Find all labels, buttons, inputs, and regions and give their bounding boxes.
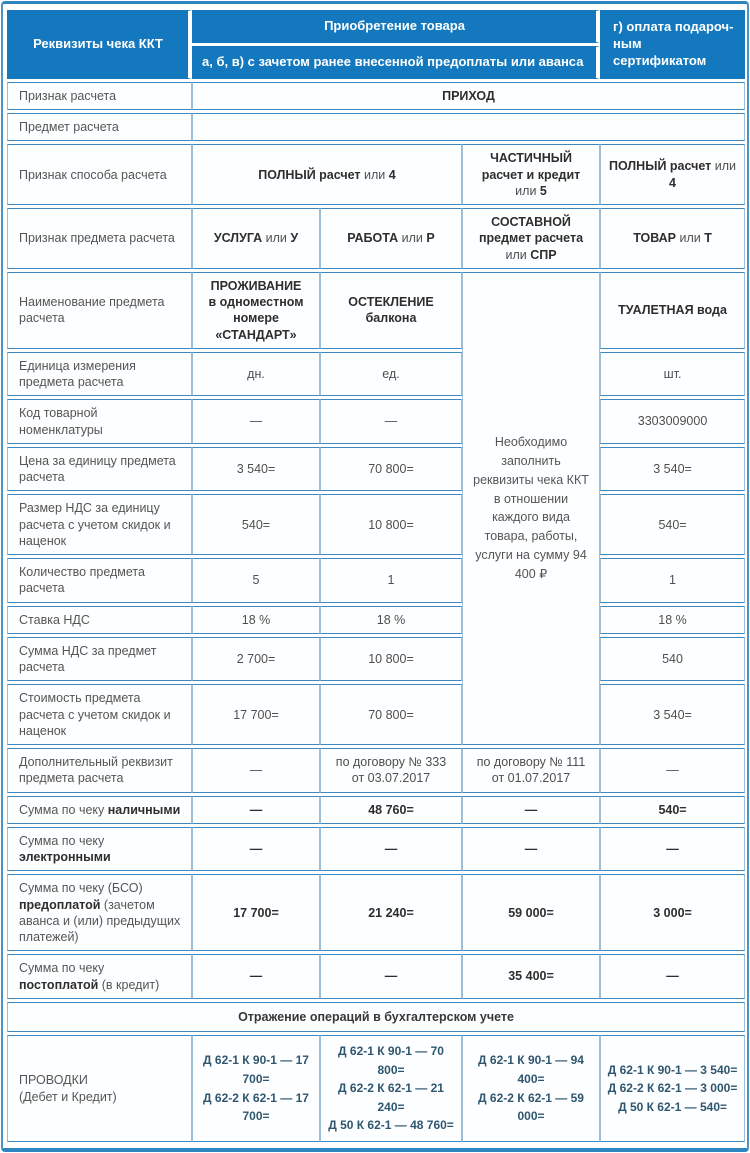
table-cell: дн. [192,352,320,397]
kkt-table-body [7,10,745,1142]
row-stavka-nds [7,606,745,634]
row-label: Код товарной номенклатуры [7,399,192,444]
row-naimenovanie [7,272,745,349]
text-segment: Сумма по чеку [19,833,105,848]
row-predmet-rascheta [7,113,745,141]
table-cell: ПРОЖИВАНИЕ в одноместном номере «СТАНДАРТ» [192,272,320,349]
table-cell: ТУАЛЕТНАЯ вода [600,272,745,349]
table-cell: 17 700= [192,684,320,745]
table-cell: 3 540= [192,447,320,492]
row-label: Цена за единицу предмета расчета [7,447,192,492]
row-label: Ставка НДС [7,606,192,634]
text-segment: Т [704,231,712,246]
row-summa-elektronnymi [7,827,745,872]
header-gift-certificate: г) оплата подароч- ным сертификатом [600,10,745,79]
table-cell: 540= [192,494,320,555]
kkt-receipt-table [7,7,745,1145]
table-cell: Д 62-1 К 90-1 — 3 540= Д 62-2 К 62-1 — 3 000= Д 50 К 62-1 — 540= [600,1035,745,1142]
table-cell: — [320,399,462,444]
row-label [7,796,192,824]
text-segment: или [711,159,737,174]
text-segment: У [290,231,299,246]
text-segment: 4 [669,175,676,190]
row-label: Признак расчета [7,82,192,110]
header-requisites: Реквизиты чека ККТ [7,10,192,79]
table-cell: по договору № 333 от 03.07.2017 [320,748,462,793]
row-label: Количество предмета расчета [7,558,192,603]
row-label: Стоимость предмета расчета с учетом скидок и наценок [7,684,192,745]
table-cell: 17 700= [192,874,320,951]
row-label: Единица измерения предмета расчета [7,352,192,397]
table-cell: — [600,748,745,793]
row-priznak-predmeta [7,208,745,269]
table-cell: — [320,954,462,999]
table-cell: 18 % [192,606,320,634]
table-cell: — [600,827,745,872]
text-segment: или [505,247,531,262]
table-cell [192,208,320,269]
row-priznak-sposoba [7,144,745,205]
table-cell [462,144,600,205]
table-cell: шт. [600,352,745,397]
row-summa-postoplatoy [7,954,745,999]
text-segment: или [515,183,540,198]
text-segment: постоплатой [19,977,99,992]
row-kod-nomenklatury [7,399,745,444]
kkt-receipt-table-frame [1,1,749,1152]
table-cell [600,144,745,205]
text-segment: или [360,167,389,182]
table-cell: 70 800= [320,447,462,492]
text-segment: предоплатой [19,897,101,912]
text-segment: ТОВАР [633,231,677,246]
text-segment: электронными [19,850,111,865]
text-segment: СОСТАВНОЙ предмет расчета [478,215,584,246]
table-cell [320,208,462,269]
row-label: Наименование предмета расчета [7,272,192,349]
table-cell: — [462,796,600,824]
table-cell: 1 [320,558,462,603]
table-cell: Д 62-1 К 90-1 — 17 700= Д 62-2 К 62-1 — 17 700= [192,1035,320,1142]
row-label [7,827,192,872]
text-segment: СПР [530,247,557,262]
row-label: Сумма НДС за предмет расчета [7,637,192,682]
table-cell: 10 800= [320,494,462,555]
row-label: Предмет расчета [7,113,192,141]
table-cell: 540 [600,637,745,682]
text-segment: РАБОТА [347,231,399,246]
table-cell: 18 % [320,606,462,634]
table-cell: 3 000= [600,874,745,951]
table-cell: Д 62-1 К 90-1 — 70 800= Д 62-2 К 62-1 — 21 240= Д 50 К 62-1 — 48 760= [320,1035,462,1142]
table-cell: 18 % [600,606,745,634]
text-segment: Сумма по чеку [19,802,108,817]
table-cell: 540= [600,494,745,555]
accounting-section-title: Отражение операций в бухгалтерском учете [7,1002,745,1032]
table-cell: — [192,748,320,793]
table-cell: 3303009000 [600,399,745,444]
text-segment: ПОЛНЫЙ расчет [609,159,712,174]
row-dop-rekvizit [7,748,745,793]
table-cell: 21 240= [320,874,462,951]
text-segment: ПОЛНЫЙ расчет [258,167,361,182]
row-label: Признак предмета расчета [7,208,192,269]
table-cell: 35 400= [462,954,600,999]
text-segment: Р [426,231,435,246]
table-cell: — [320,827,462,872]
table-cell: ОСТЕКЛЕНИЕ балкона [320,272,462,349]
table-cell: по договору № 111 от 01.07.2017 [462,748,600,793]
row-summa-nalichnymi [7,796,745,824]
header-prepayment-offset: а, б, в) с зачетом ранее внесенной предоплаты или аванса [192,46,600,79]
table-cell [192,144,462,205]
table-cell: — [192,399,320,444]
table-cell: 10 800= [320,637,462,682]
row-label: Размер НДС за единицу расчета с учетом скидок и наценок [7,494,192,555]
text-segment: (в кредит) [98,977,160,992]
provodki-label: ПРОВОДКИ (Дебет и Кредит) [7,1035,192,1142]
table-cell: Д 62-1 К 90-1 — 94 400= Д 62-2 К 62-1 — 59 000= [462,1035,600,1142]
row-kolichestvo [7,558,745,603]
row-priznak-rascheta [7,82,745,110]
row-edinitsa [7,352,745,397]
table-cell: ед. [320,352,462,397]
row-tsena [7,447,745,492]
row-label [7,874,192,951]
text-segment: 4 [388,167,396,182]
table-cell: 5 [192,558,320,603]
table-cell: 3 540= [600,447,745,492]
row-summa-nds [7,637,745,682]
table-cell: 2 700= [192,637,320,682]
table-cell: 540= [600,796,745,824]
table-cell: 48 760= [320,796,462,824]
table-cell: 70 800= [320,684,462,745]
header-purchase: Приобретение товара [192,10,600,43]
row-summa-predoplatoy [7,874,745,951]
row-provodki [7,1035,745,1142]
text-segment: или [398,231,427,246]
row-label [7,954,192,999]
text-segment: ЧАСТИЧНЫЙ расчет и кредит [481,151,581,182]
table-cell: — [192,827,320,872]
text-segment: Сумма по чеку [19,961,105,976]
row-label: Дополнительный реквизит предмета расчета [7,748,192,793]
table-cell: 59 000= [462,874,600,951]
text-segment: (зачетом аванса и (или) предыдущих платежей) [19,897,181,945]
text-segment: 5 [539,183,547,198]
table-cell: — [600,954,745,999]
row-section-accounting [7,1002,745,1032]
table-cell: — [462,827,600,872]
table-cell: 3 540= [600,684,745,745]
row-razmer-nds [7,494,745,555]
text-segment: Сумма по чеку (БСО) [19,881,143,896]
table-cell: — [192,796,320,824]
header-row-top [7,10,745,43]
row-stoimost [7,684,745,745]
table-cell: — [192,954,320,999]
text-segment: или [262,231,291,246]
text-segment: наличными [107,802,181,817]
merged-note-cell: Необходимо заполнить реквизиты чека ККТ в отношении каждого вида товара, работы, услуги на сумму 94 400 ₽ [462,272,600,745]
table-cell [462,208,600,269]
text-segment: УСЛУГА [213,231,263,246]
table-cell [192,113,745,141]
table-cell: 1 [600,558,745,603]
row-label: Признак способа расчета [7,144,192,205]
table-cell [600,208,745,269]
table-cell: ПРИХОД [192,82,745,110]
text-segment: или [676,231,705,246]
